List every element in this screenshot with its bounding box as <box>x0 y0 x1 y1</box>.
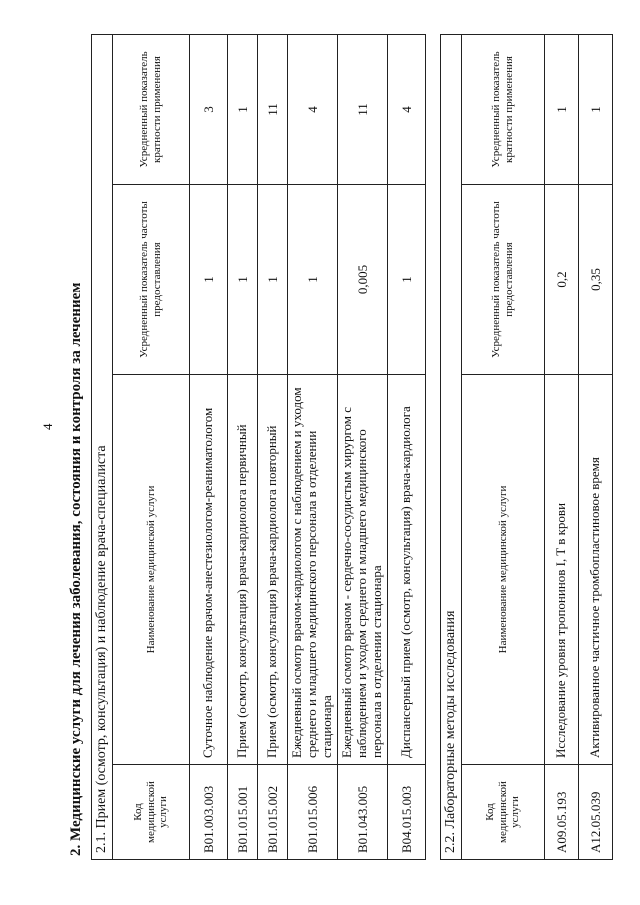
row-code: B01.043.005 <box>338 765 388 860</box>
header-code: Код медицинской услуги <box>462 765 545 860</box>
row-frequency: 1 <box>190 185 228 375</box>
header-name: Наименование медицинской услуги <box>462 375 545 765</box>
document-sheet <box>60 20 603 860</box>
table-row <box>190 34 228 859</box>
row-code: B04.015.003 <box>388 765 426 860</box>
row-frequency: 1 <box>258 185 288 375</box>
row-code: B01.015.006 <box>288 765 338 860</box>
row-multiplicity: 1 <box>545 34 579 184</box>
table-row <box>579 34 613 859</box>
row-code: A09.05.193 <box>545 765 579 860</box>
row-name: Суточное наблюдение врачом-анестезиологом-реаниматологом <box>190 375 228 765</box>
page-number: 4 <box>40 423 55 430</box>
row-code: A12.05.039 <box>579 765 613 860</box>
row-code: B01.015.002 <box>258 765 288 860</box>
row-frequency: 1 <box>228 185 258 375</box>
table-spacer <box>426 20 440 860</box>
header-code: Код медицинской услуги <box>113 765 190 860</box>
row-name: Ежедневный осмотр врачом - сердечно-сосудистым хирургом с наблюдением и уходом среднего и младшего медицинского персонала в отделении стационара <box>338 375 388 765</box>
row-multiplicity: 1 <box>579 34 613 184</box>
row-name: Диспансерный прием (осмотр, консультация) врача-кардиолога <box>388 375 426 765</box>
row-multiplicity: 4 <box>288 34 338 184</box>
row-frequency: 0,35 <box>579 185 613 375</box>
row-name: Активированное частичное тромбопластиновое время <box>579 375 613 765</box>
table-consultations <box>91 34 426 860</box>
header-multiplicity: Усредненный показатель кратности применения <box>462 34 545 184</box>
header-multiplicity: Усредненный показатель кратности применения <box>113 34 190 184</box>
row-multiplicity: 4 <box>388 34 426 184</box>
header-frequency: Усредненный показатель частоты предоставления <box>462 185 545 375</box>
table-lab-methods <box>440 34 613 860</box>
row-frequency: 0,005 <box>338 185 388 375</box>
row-name: Прием (осмотр, консультация) врача-кардиолога повторный <box>258 375 288 765</box>
table2-subtitle: 2.2. Лабораторные методы исследования <box>441 34 462 859</box>
row-code: B01.015.001 <box>228 765 258 860</box>
table-row <box>258 34 288 859</box>
row-frequency: 1 <box>388 185 426 375</box>
section-title: 2. Медицинские услуги для лечения заболевания, состояния и контроля за лечением <box>68 282 84 856</box>
row-name: Прием (осмотр, консультация) врача-кардиолога первичный <box>228 375 258 765</box>
row-frequency: 1 <box>288 185 338 375</box>
row-code: B01.003.003 <box>190 765 228 860</box>
row-frequency: 0,2 <box>545 185 579 375</box>
row-name: Исследование уровня тропонинов I, T в крови <box>545 375 579 765</box>
header-frequency: Усредненный показатель частоты предоставления <box>113 185 190 375</box>
row-multiplicity: 11 <box>258 34 288 184</box>
row-name: Ежедневный осмотр врачом-кардиологом с наблюдением и уходом среднего и младшего медицинского персонала в отделении стационара <box>288 375 338 765</box>
table-row <box>545 34 579 859</box>
row-multiplicity: 11 <box>338 34 388 184</box>
row-multiplicity: 1 <box>228 34 258 184</box>
table1-subtitle: 2.1. Прием (осмотр, консультация) и наблюдение врача-специалиста <box>92 34 113 859</box>
row-multiplicity: 3 <box>190 34 228 184</box>
header-name: Наименование медицинской услуги <box>113 375 190 765</box>
table-row <box>288 34 338 859</box>
table-row <box>228 34 258 859</box>
table-row <box>338 34 388 859</box>
table-row <box>388 34 426 859</box>
